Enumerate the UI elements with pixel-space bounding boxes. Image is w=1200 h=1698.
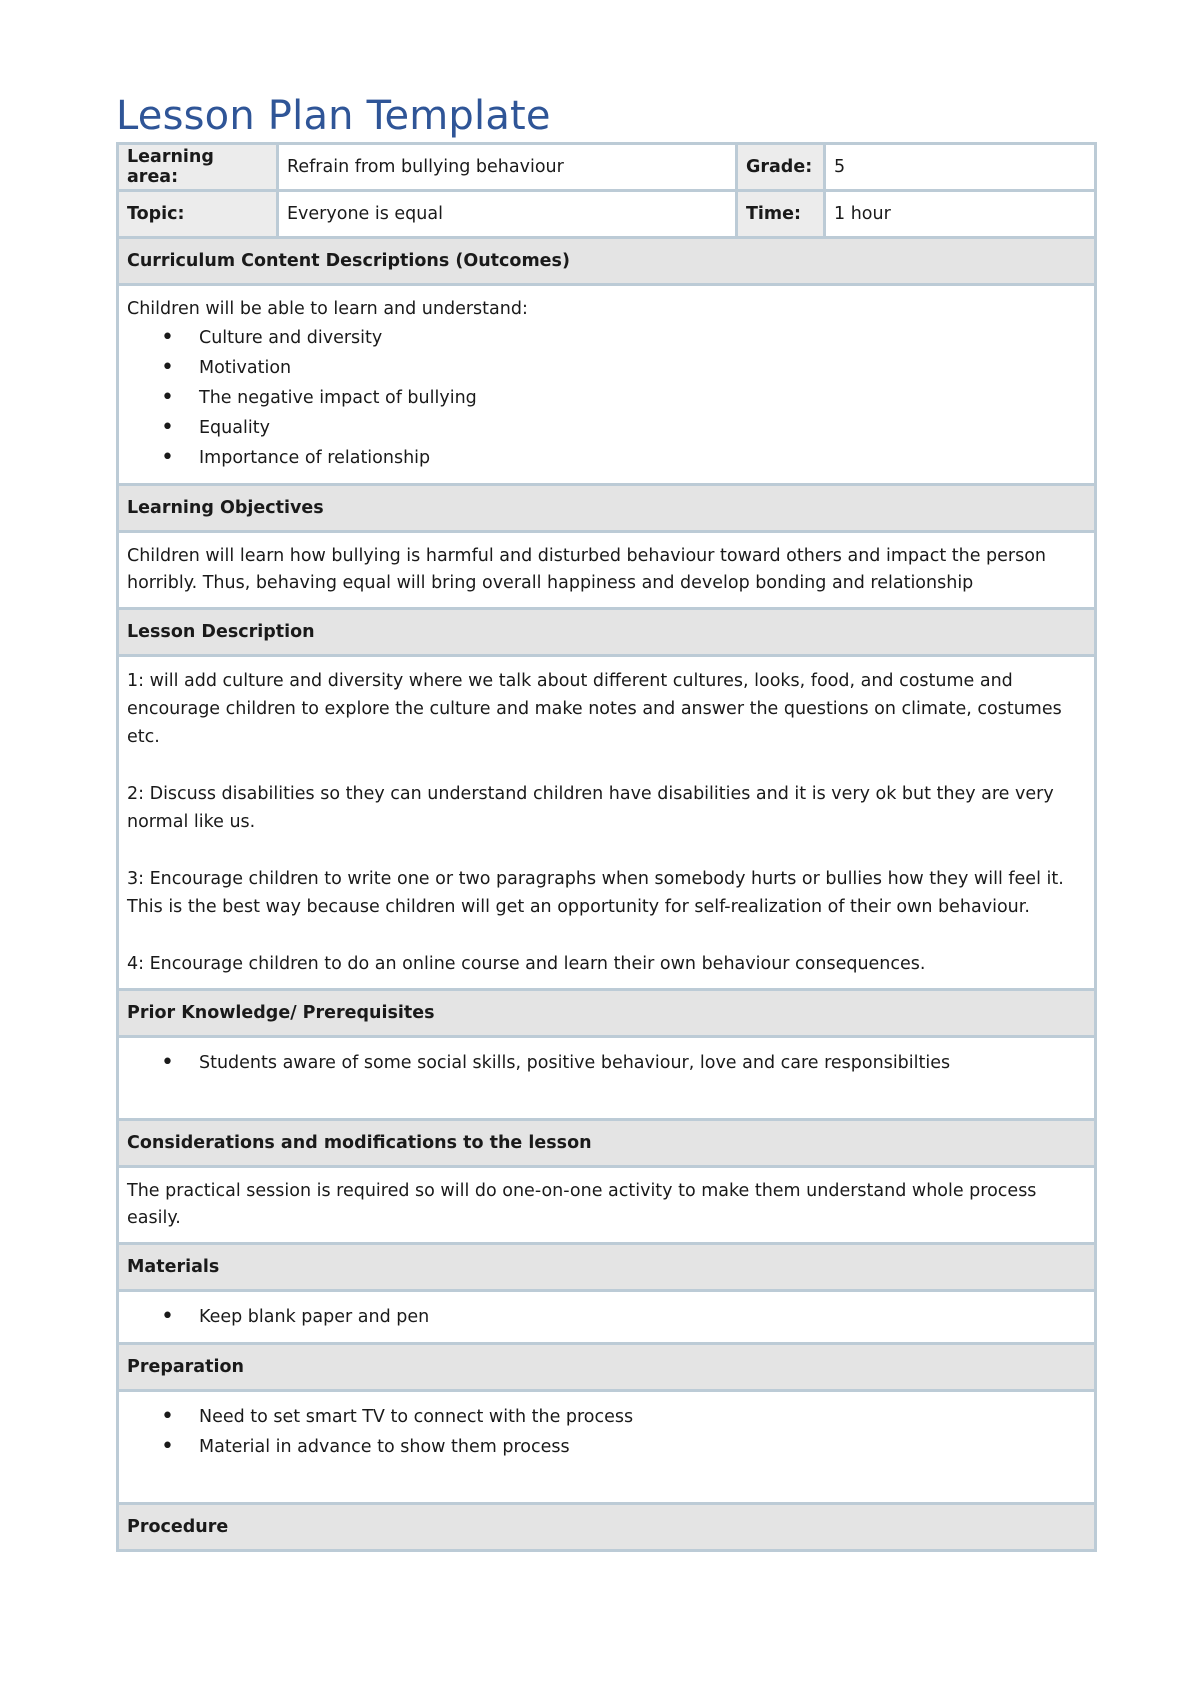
- description-heading: Lesson Description: [118, 609, 1096, 656]
- spacer: [127, 1462, 1086, 1492]
- list-item: • Equality: [127, 413, 1086, 443]
- preparation-body: [118, 1391, 1096, 1504]
- curriculum-list: [127, 323, 1086, 473]
- topic-label: Topic:: [118, 191, 278, 238]
- description-paragraph-1: 1: will add culture and diversity where we talk about different cultures, looks, food, and costume and encourage children to explore the culture and make notes and answer the questions on climate, costumes etc.: [127, 671, 1062, 747]
- list-item: • Material in advance to show them process: [127, 1432, 1086, 1462]
- materials-heading-row: [118, 1244, 1096, 1291]
- materials-list: [127, 1302, 1086, 1332]
- grade-value: 5: [825, 144, 1096, 191]
- description-heading-row: [118, 609, 1096, 656]
- objectives-heading: Learning Objectives: [118, 485, 1096, 532]
- topic-value: Everyone is equal: [278, 191, 737, 238]
- considerations-body: The practical session is required so will do one-on-one activity to make them understand whole process easily.: [118, 1167, 1096, 1244]
- materials-body-row: [118, 1291, 1096, 1344]
- list-item: • Motivation: [127, 353, 1086, 383]
- list-item: • Culture and diversity: [127, 323, 1086, 353]
- info-row-learning-area: [118, 144, 1096, 191]
- learning-area-value: Refrain from bullying behaviour: [278, 144, 737, 191]
- spacer: [127, 1078, 1086, 1108]
- procedure-heading: Procedure: [118, 1504, 1096, 1551]
- curriculum-heading: Curriculum Content Descriptions (Outcomes): [118, 238, 1096, 285]
- preparation-heading-row: [118, 1344, 1096, 1391]
- list-item: • Importance of relationship: [127, 443, 1086, 473]
- description-body: [118, 656, 1096, 990]
- list-item: • Need to set smart TV to connect with the process: [127, 1402, 1086, 1432]
- list-item: • The negative impact of bullying: [127, 383, 1086, 413]
- curriculum-body: [118, 285, 1096, 485]
- preparation-list: [127, 1402, 1086, 1462]
- prior-knowledge-heading-row: [118, 990, 1096, 1037]
- time-value: 1 hour: [825, 191, 1096, 238]
- objectives-body: Children will learn how bullying is harmful and disturbed behaviour toward others and impact the person horribly. Thus, behaving equal will bring overall happiness and develop bonding and relationship: [118, 532, 1096, 609]
- procedure-heading-row: [118, 1504, 1096, 1551]
- prior-knowledge-heading: Prior Knowledge/ Prerequisites: [118, 990, 1096, 1037]
- list-item: • Students aware of some social skills, positive behaviour, love and care responsibilties: [127, 1048, 1086, 1078]
- objectives-body-row: [118, 532, 1096, 609]
- preparation-body-row: [118, 1391, 1096, 1504]
- considerations-heading-row: [118, 1120, 1096, 1167]
- materials-heading: Materials: [118, 1244, 1096, 1291]
- description-paragraph-4: 4: Encourage children to do an online course and learn their own behaviour consequences.: [127, 954, 926, 974]
- curriculum-intro: Children will be able to learn and understand:: [127, 299, 528, 319]
- prior-knowledge-body-row: [118, 1037, 1096, 1120]
- prior-knowledge-list: [127, 1048, 1086, 1078]
- description-paragraph-3: 3: Encourage children to write one or two paragraphs when somebody hurts or bullies how they will feel it. This is the best way because children will get an opportunity for self-realization of their own behaviour.: [127, 869, 1064, 917]
- description-body-row: [118, 656, 1096, 990]
- description-paragraph-2: 2: Discuss disabilities so they can understand children have disabilities and it is very ok but they are very normal like us.: [127, 784, 1054, 832]
- considerations-body-row: [118, 1167, 1096, 1244]
- list-item: • Keep blank paper and pen: [127, 1302, 1086, 1332]
- materials-body: [118, 1291, 1096, 1344]
- page-title: Lesson Plan Template: [116, 93, 551, 139]
- considerations-heading: Considerations and modifications to the lesson: [118, 1120, 1096, 1167]
- lesson-plan-table: [116, 142, 1097, 1552]
- preparation-heading: Preparation: [118, 1344, 1096, 1391]
- info-row-topic: [118, 191, 1096, 238]
- curriculum-body-row: [118, 285, 1096, 485]
- time-label: Time:: [737, 191, 825, 238]
- learning-area-label: Learning area:: [118, 144, 278, 191]
- prior-knowledge-body: [118, 1037, 1096, 1120]
- grade-label: Grade:: [737, 144, 825, 191]
- objectives-heading-row: [118, 485, 1096, 532]
- curriculum-heading-row: [118, 238, 1096, 285]
